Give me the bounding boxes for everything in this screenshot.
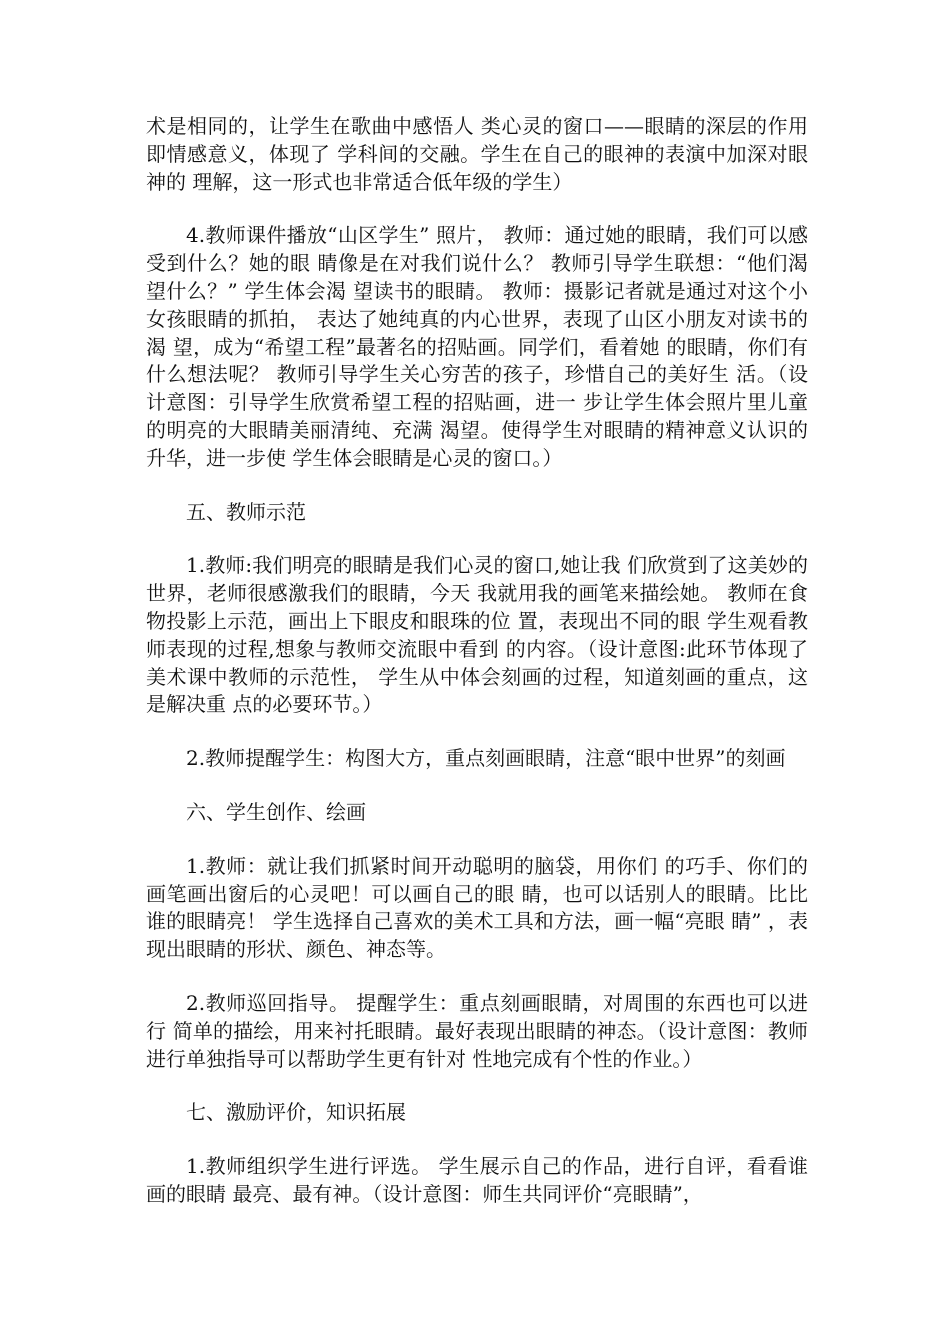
paragraph-evaluation-1: 1.教师组织学生进行评选。 学生展示自己的作品，进行自评，看看谁画的眼睛 最亮、最有神。（设计意图：师生共同评价“亮眼睛”， xyxy=(146,1154,808,1206)
paragraph-student-creation-1: 1.教师：就让我们抓紧时间开动聪明的脑袋，用你们 的巧手、你们的画笔画出窗后的心灵吧！可以画自己的眼 睛，也可以话别人的眼睛。比比谁的眼睛亮！ 学生选择自己喜欢的美术工具和方法，画一幅“亮眼 睛” ，表现出眼睛的形状、颜色、神态等。 xyxy=(146,853,808,962)
section-heading-teacher-demo: 五、教师示范 xyxy=(186,499,306,524)
paragraph-photo-discussion: 4.教师课件播放“山区学生” 照片， 教师：通过她的眼睛，我们可以感受到什么？她的眼 睛像是在对我们说什么？ 教师引导学生联想：“他们渴望什么？” 学生体会渴 望读书的眼睛。 教师：摄影记者就是通过对这个小女孩眼睛的抓拍， 表达了她纯真的内心世界，表现了山区小朋友对读书的渴 望，成为“希望工程”最著名的招贴画。同学们，看着她 的眼睛，你们有什么想法呢？ 教师引导学生关心穷苦的孩子，珍惜自己的美好生 活。（设计意图：引导学生欣赏希望工程的招贴画，进一 步让学生体会照片里儿童的明亮的大眼睛美丽清纯、充满 渴望。使得学生对眼睛的精神意义认识的升华，进一步使 学生体会眼睛是心灵的窗口。） xyxy=(146,223,808,470)
paragraph-teacher-demo-1: 1.教师:我们明亮的眼睛是我们心灵的窗口,她让我 们欣赏到了这美妙的世界，老师很感激我们的眼睛，今天 我就用我的画笔来描绘她。 教师在食物投影上示范，画出上下眼皮和眼珠的位 置，表现出不同的眼 学生观看教师表现的过程,想象与教师交流眼中看到 的内容。（设计意图:此环节体现了美术课中教师的示范性， 学生从中体会刻画的过程，知道刻画的重点，这是解决重 点的必要环节。） xyxy=(146,553,808,717)
document-page xyxy=(146,113,808,1235)
paragraph-continuation: 术是相同的，让学生在歌曲中感悟人 类心灵的窗口——眼睛的深层的作用即情感意义，体现了 学科间的交融。学生在自己的眼神的表演中加深对眼神的 理解，这一形式也非常适合低年级的学生） xyxy=(146,114,808,194)
paragraph-student-creation-2: 2.教师巡回指导。 提醒学生：重点刻画眼睛，对周围的东西也可以进行 简单的描绘，用来衬托眼睛。最好表现出眼睛的神态。（设计意图：教师进行单独指导可以帮助学生更有针对 性地完成有个性的作业。） xyxy=(146,990,808,1071)
paragraph-teacher-demo-2: 2.教师提醒学生：构图大方，重点刻画眼睛，注意“眼中世界”的刻画 xyxy=(186,746,786,771)
section-heading-student-creation: 六、学生创作、绘画 xyxy=(186,799,366,824)
section-heading-evaluation: 七、激励评价，知识拓展 xyxy=(186,1100,406,1125)
